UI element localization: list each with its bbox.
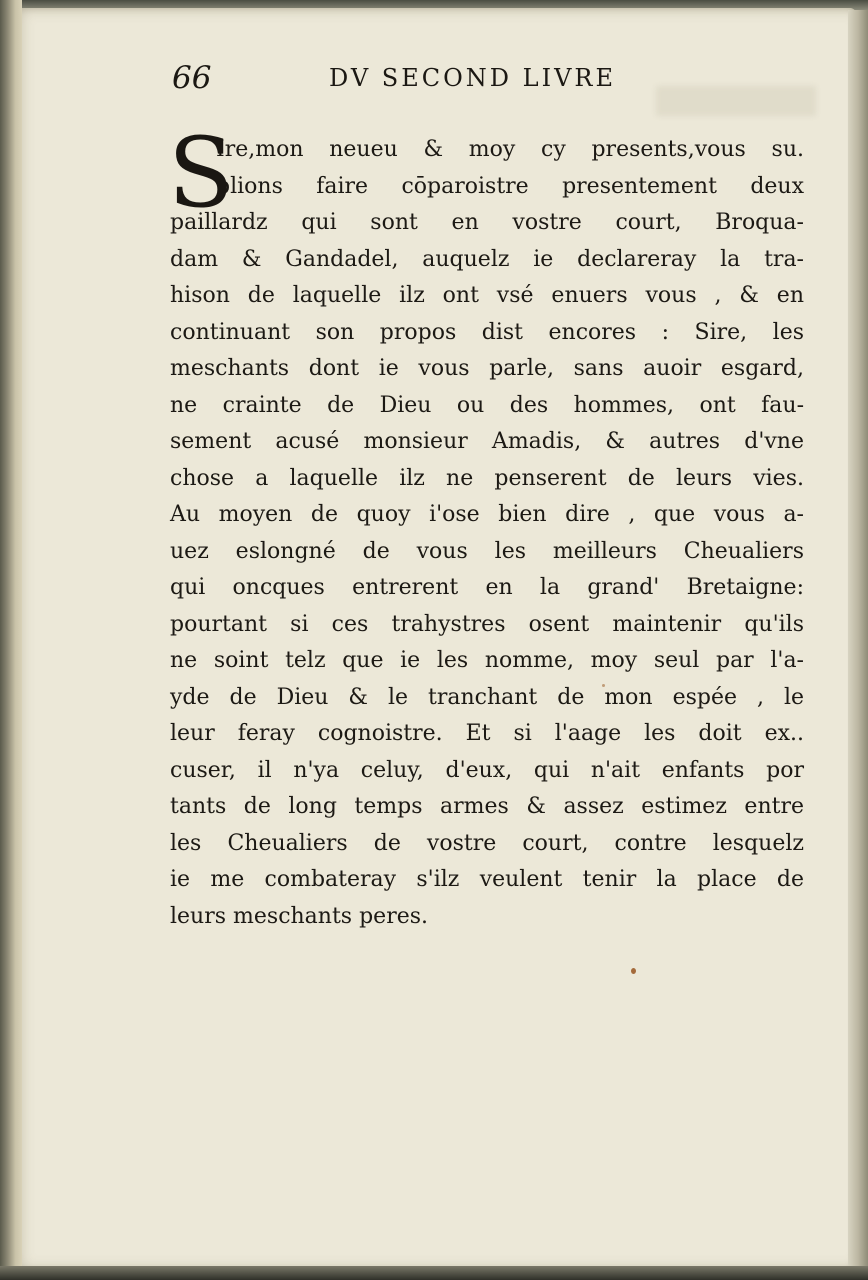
foxing-spot bbox=[631, 968, 636, 974]
text-line: continuant son propos dist encores : Sire, les bbox=[170, 319, 804, 345]
text-line: ie me combateray s'ilz veulent tenir la place de bbox=[170, 867, 804, 892]
page-number: 66 bbox=[172, 60, 212, 96]
drop-cap: S bbox=[168, 117, 234, 229]
text-line: chose a laquelle ilz ne penserent de leurs vies. bbox=[170, 465, 804, 491]
text-line: tants de long temps armes & assez estimez entre bbox=[170, 794, 804, 819]
text-line: leurs meschants peres. bbox=[170, 903, 429, 929]
text-line: paillardz qui sont en vostre court, Broqua- bbox=[170, 210, 804, 235]
page-header bbox=[172, 58, 692, 98]
text-line: ne soint telz que ie les nomme, moy seul par l'a- bbox=[170, 648, 804, 673]
text-line: yde de Dieu & le tranchant de mon espée , le bbox=[170, 684, 804, 710]
bottom-shadow bbox=[0, 1266, 868, 1280]
text-line: ne crainte de Dieu ou des hommes, ont fau- bbox=[170, 392, 804, 418]
book-binding bbox=[0, 0, 22, 1280]
text-line: meschants dont ie vous parle, sans auoir esgard, bbox=[170, 356, 804, 381]
text-line: qui oncques entrerent en la grand' Bretaigne: bbox=[170, 575, 804, 600]
text-line: les Cheualiers de vostre court, contre lesquelz bbox=[170, 830, 804, 856]
body-text bbox=[168, 117, 804, 935]
running-head: DV SECOND LIVRE bbox=[329, 64, 616, 92]
text-line: pourtant si ces trahystres osent maintenir qu'ils bbox=[170, 611, 804, 637]
text-line: Ire,mon neueu & moy cy presents,vous su. bbox=[216, 137, 804, 162]
text-line: dam & Gandadel, auquelz ie declareray la tra- bbox=[170, 246, 804, 272]
text-line: uez eslongné de vous les meilleurs Cheualiers bbox=[170, 538, 804, 564]
text-line: cuser, il n'ya celuy, d'eux, qui n'ait enfants por bbox=[170, 757, 804, 783]
text-line: plions faire cōparoistre presentement deux bbox=[216, 173, 804, 199]
text-line: Au moyen de quoy i'ose bien dire , que vous a- bbox=[170, 502, 804, 527]
text-line: sement acusé monsieur Amadis, & autres d'vne bbox=[170, 429, 804, 454]
text-line: leur feray cognoistre. Et si l'aage les doit ex.. bbox=[170, 721, 804, 746]
page-edge bbox=[848, 10, 868, 1266]
text-line: hison de laquelle ilz ont vsé enuers vous , & en bbox=[170, 283, 804, 308]
